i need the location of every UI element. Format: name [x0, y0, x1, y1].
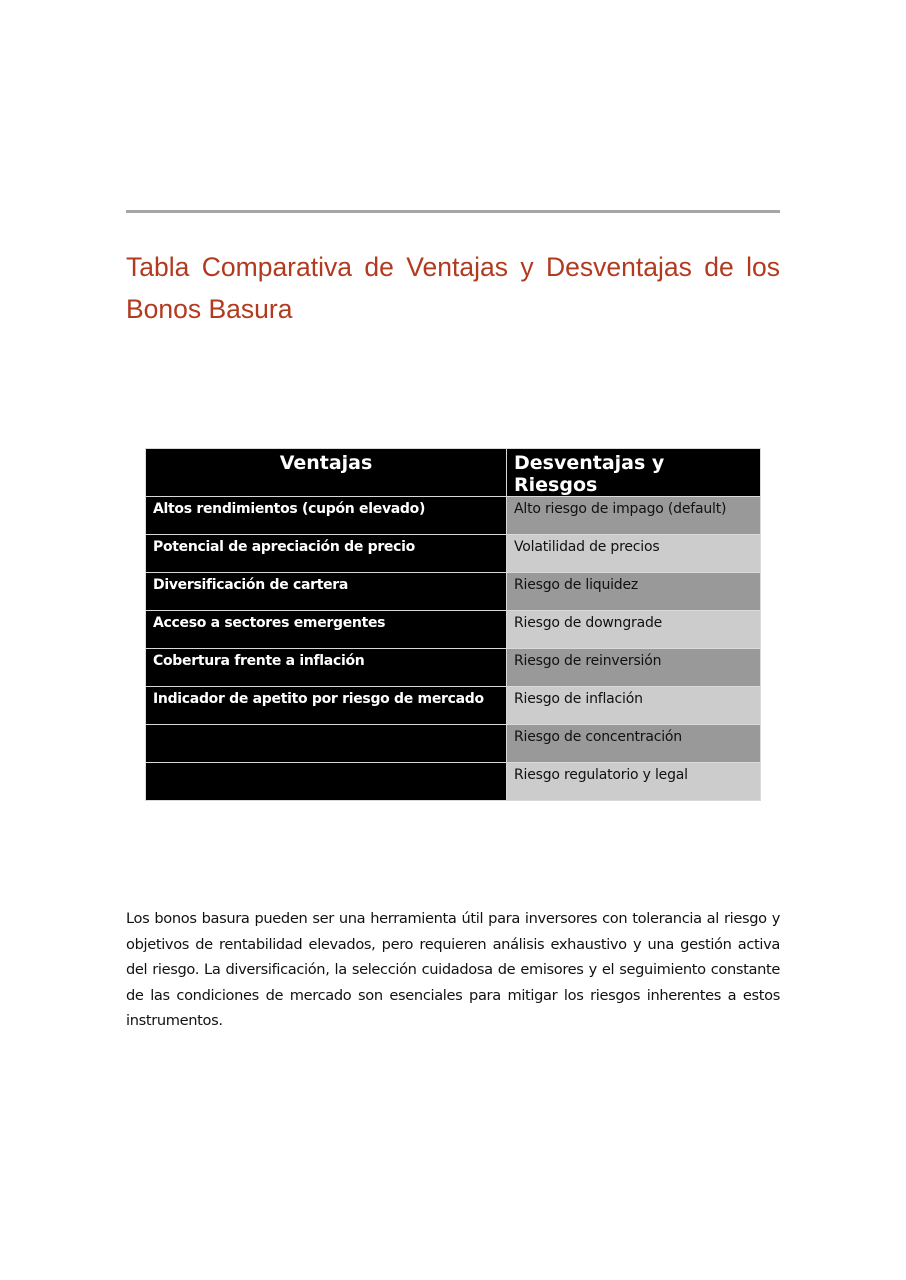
table-header-row [146, 449, 761, 497]
advantage-cell: Potencial de apreciación de precio [146, 535, 507, 573]
comparison-table [145, 448, 761, 801]
risk-cell: Riesgo de liquidez [507, 573, 761, 611]
risk-cell: Riesgo de inflación [507, 687, 761, 725]
table-row [146, 497, 761, 535]
risk-cell: Riesgo de concentración [507, 725, 761, 763]
table-row [146, 725, 761, 763]
summary-paragraph: Los bonos basura pueden ser una herramienta útil para inversores con tolerancia al riesgo y objetivos de rentabilidad elevados, pero requieren análisis exhaustivo y una gestión activa del riesgo. La diversificación, la selección cuidadosa de emisores y el seguimiento constante de las condiciones de mercado son esenciales para mitigar los riesgos inherentes a estos instrumentos. [126, 910, 780, 1029]
table-row [146, 573, 761, 611]
header-rule [126, 210, 780, 213]
table-row [146, 535, 761, 573]
table-row [146, 763, 761, 801]
advantage-cell: Altos rendimientos (cupón elevado) [146, 497, 507, 535]
advantage-cell: Cobertura frente a inflación [146, 649, 507, 687]
risk-cell: Volatilidad de precios [507, 535, 761, 573]
table-row [146, 611, 761, 649]
risk-cell: Riesgo regulatorio y legal [507, 763, 761, 801]
advantage-cell [146, 725, 507, 763]
table-row [146, 649, 761, 687]
header-ventajas: Ventajas [146, 449, 507, 497]
advantage-cell: Acceso a sectores emergentes [146, 611, 507, 649]
risk-cell: Riesgo de reinversión [507, 649, 761, 687]
header-desventajas: Desventajas y Riesgos [507, 449, 761, 497]
advantage-cell: Diversificación de cartera [146, 573, 507, 611]
risk-cell: Riesgo de downgrade [507, 611, 761, 649]
advantage-cell: Indicador de apetito por riesgo de mercado [146, 687, 507, 725]
page-title: Tabla Comparativa de Ventajas y Desventajas de los Bonos Basura [126, 252, 780, 324]
table-row [146, 687, 761, 725]
risk-cell: Alto riesgo de impago (default) [507, 497, 761, 535]
advantage-cell [146, 763, 507, 801]
